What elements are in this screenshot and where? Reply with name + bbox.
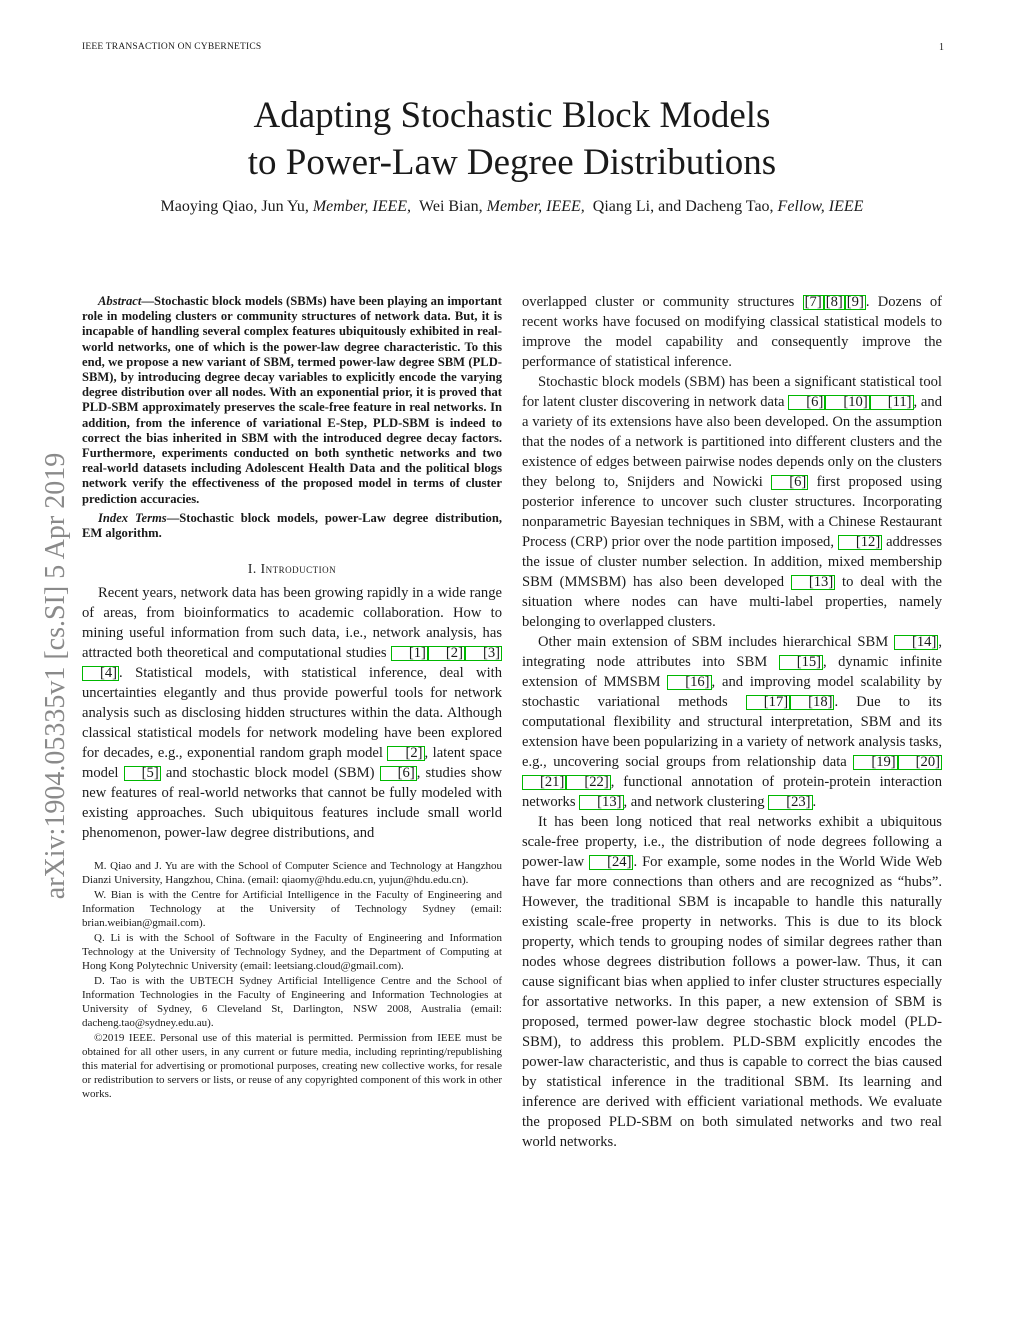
citation-link[interactable]: [17] [746, 695, 790, 710]
index-terms-text: —Stochastic block models, power-Law degree distribution, EM algorithm. [82, 510, 502, 541]
abstract-text: —Stochastic block models (SBMs) have been playing an important role in modeling clusters or community structures of network data. But, it is incapable of handling several complex features ubiquitously exhibited in real-world networks, one of which is the power-law degree characteristic. To this end, we propose a new variant of SBM, termed power-law degree SBM (PLD-SBM), by introducing degree decay variables to explicitly encode the varying degree distribution over all nodes. With an exponential prior, it is proved that PLD-SBM approximately preserves the scale-free feature in real networks. In addition, from the inference of variational E-Step, PLD-SBM is indeed to correct the bias inherited in SBM with the introduced degree decay factors. Furthermore, experiments conducted on both synthetic networks and two real-world datasets including Adolescent Health Data and the political blogs network verify the effectiveness of the proposed model in terms of cluster prediction accuracies. [82, 294, 502, 506]
paper-title [0, 92, 1024, 186]
citation-link[interactable]: [13] [791, 575, 835, 590]
paragraph [522, 372, 942, 632]
citation-link[interactable]: [21] [522, 775, 566, 790]
footnote: W. Bian is with the Centre for Artificial Intelligence in the Faculty of Engineering and Information Technology at the University of Technology Sydney (email: brian.weibian@gmail.com). [82, 889, 502, 930]
citation-link[interactable]: [2] [387, 746, 424, 761]
text-span: Recent years, network data has been growing rapidly in a wide range of areas, from bioinformatics to academic collaboration. How to mining useful information from such data, i.e., network analysis, has attracted both theoretical and computational studies [82, 585, 502, 662]
authors-part-2: Wei Bian, [419, 198, 487, 215]
page-number: 1 [939, 42, 944, 53]
text-span: Other main extension of SBM includes hierarchical SBM [538, 634, 894, 650]
text-span: addresses the issue of cluster number selection. In addition, mixed membership SBM (MMSBM) has also been developed [522, 534, 942, 590]
text-span: and stochastic block model (SBM) [160, 765, 380, 782]
citation-link[interactable]: [2] [428, 646, 465, 661]
text-span: , functional annotation of protein-protein interaction networks [522, 774, 942, 810]
text-span: . Due to its computational flexibility and structural interpretation, SBM and its extension have been popularizing in a variety of network analysis tasks, e.g., uncovering social groups from relationship data [522, 694, 942, 770]
citation-link[interactable]: [11] [870, 395, 914, 410]
text-span: It has been long noticed that real networks exhibit a ubiquitous scale-free property, i.e., the distribution of node degrees following a power-law [522, 814, 942, 870]
right-column [522, 292, 942, 1152]
citation-link[interactable]: [13] [579, 795, 623, 810]
author-list [0, 198, 1024, 216]
citation-link[interactable]: [1] [391, 646, 428, 661]
index-terms [82, 511, 502, 541]
citation-link[interactable]: [24] [589, 855, 633, 870]
paragraph [522, 632, 942, 812]
text-span: , and a variety of its extensions have also been developed. On the assumption that the nodes of a network is partitioned into different clusters and the existence of edges between pairwise nodes depends only on the clusters they belong to, Snijders and Nowicki [522, 394, 942, 490]
paragraph [522, 292, 942, 372]
citation-link[interactable]: [20] [898, 755, 942, 770]
citation-link[interactable]: [8] [825, 294, 843, 310]
text-span: , studies show new features of real-world networks that cannot be fully modeled with existing approaches. Such ubiquitous features include small world phenomenon, power-law degree distributions, and [82, 765, 502, 842]
abstract-lead: Abstract [98, 294, 142, 308]
citation-link[interactable]: [12] [838, 535, 882, 550]
index-terms-lead: Index Terms [98, 510, 167, 525]
text-span: . Dozens of recent works have focused on modifying classical statistical models to improve the model capability and consequently improve the performance of statistical inference. [522, 294, 943, 370]
authors-membership-3: Fellow, IEEE [777, 198, 864, 215]
section-heading-introduction: I. Introduction [247, 561, 337, 577]
citation-link[interactable]: [16] [667, 675, 711, 690]
citation-link[interactable]: [14] [894, 635, 938, 650]
footnote: Q. Li is with the School of Software in the Faculty of Engineering and Information Technology at the University of Technology Sydney, and the Department of Computing at Hong Kong Polytechnic University (email: leetsiang.cloud@gmail.com). [82, 932, 502, 973]
arxiv-watermark: arXiv:1904.05335v1 [cs.SI] 5 Apr 2019 [40, 452, 71, 900]
intro-paragraph [82, 583, 502, 843]
citation-link[interactable]: [10] [825, 395, 869, 410]
citation-link[interactable]: [4] [82, 666, 119, 681]
text-span: , and network clustering [623, 794, 769, 810]
citation-link[interactable]: [6] [380, 766, 417, 781]
citation-link[interactable]: [9] [846, 294, 864, 310]
text-span: first proposed using posterior inference to uncover such cluster structures. Incorporating nonparametric Bayesian techniques in SBM, with a Chinese Restaurant Process (CRP) prior over the node partition imposed, [522, 474, 942, 550]
text-span: . For example, some nodes in the World Wide Web have far more connections than others and are recognized as “hubs”. However, the traditional SBM is incapable to handle this naturally existing scale-free property in networks. This is due to its block property, which tends to grouping nodes of similar degrees rather than nodes whose degrees distribution follows a power-law. Thus, it can cause significant bias when applied to infer cluster structures especially for assortative networks. In this paper, a new extension of SBM is proposed, termed power-law degree stochastic block model (PLD-SBM), to address this problem. PLD-SBM explicitly encodes the power-law characteristic, and thus is capable to correct the bias caused by statistical inference in the traditional SBM. Its learning and inference are derived with efficient variational methods. We evaluate the proposed PLD-SBM on both simulated networks and two real world networks. [522, 854, 942, 1150]
running-header: IEEE TRANSACTION ON CYBERNETICS [82, 42, 262, 52]
text-span: , latent space model [82, 745, 502, 782]
text-span: to deal with the situation where nodes can have multi-label properties, namely belonging to overlapped clusters. [522, 574, 942, 630]
footnote: M. Qiao and J. Yu are with the School of Computer Science and Technology at Hangzhou Dianzi University, Hangzhou, China. (email: qiaomy@hdu.edu.cn, yujun@hdu.edu.cn). [82, 860, 502, 887]
footnote: D. Tao is with the UBTECH Sydney Artificial Intelligence Centre and the School of Information Technologies in the Faculty of Engineering and Information Technologies at University of Sydney, 6 Cleveland St, Darlington, NSW 2008, Australia (email: dacheng.tao@sydney.edu.au). [82, 975, 502, 1030]
text-span: , dynamic infinite extension of MMSBM [522, 654, 942, 690]
author-footnotes [82, 859, 502, 1101]
authors-part-1: Maoying Qiao, Jun Yu, [160, 198, 313, 215]
abstract [82, 294, 502, 507]
text-span: , integrating node attributes into SBM [522, 634, 942, 670]
authors-part-3: Qiang Li, and Dacheng Tao, [592, 198, 778, 215]
copyright-notice: ©2019 IEEE. Personal use of this material is permitted. Permission from IEEE must be obtained for all other users, in any current or future media, including reprinting/republishing this material for advertising or promotional purposes, creating new collective works, for resale or redistribution to servers or lists, or reuse of any copyrighted component of this work in other works. [82, 1032, 502, 1101]
text-span: . [812, 794, 817, 810]
citation-link[interactable]: [5] [124, 766, 161, 781]
authors-membership-1: Member, IEEE, [312, 198, 412, 215]
text-span: . Statistical models, with statistical inference, deal with uncertainties elegantly and thus provide powerful tools for network analysis such as disclosing hidden structures within the data. Although classical statistical models for network modeling have been explored for decades, e.g., exponential random graph model [82, 665, 502, 762]
text-span: overlapped cluster or community structures [522, 294, 803, 310]
citation-link[interactable]: [23] [768, 795, 812, 810]
citation-link[interactable]: [19] [853, 755, 897, 770]
citation-link[interactable]: [6] [771, 475, 808, 490]
citation-link[interactable]: [15] [779, 655, 823, 670]
citation-link[interactable]: [6] [788, 395, 825, 410]
text-span: Stochastic block models (SBM) has been a significant statistical tool for latent cluster discovering in network data [522, 374, 942, 410]
authors-membership-2: Member, IEEE, [486, 198, 585, 215]
left-column [82, 294, 502, 1102]
paragraph [522, 812, 942, 1152]
text-span: , and improving model scalability by stochastic variational methods [522, 674, 942, 710]
citation-link[interactable]: [3] [465, 646, 502, 661]
citation-link[interactable]: [22] [566, 775, 610, 790]
citation-link[interactable]: [18] [790, 695, 834, 710]
citation-link[interactable]: [7] [804, 294, 822, 310]
title-line-2: to Power-Law Degree Distributions [247, 142, 777, 183]
title-line-1: Adapting Stochastic Block Models [253, 95, 771, 136]
